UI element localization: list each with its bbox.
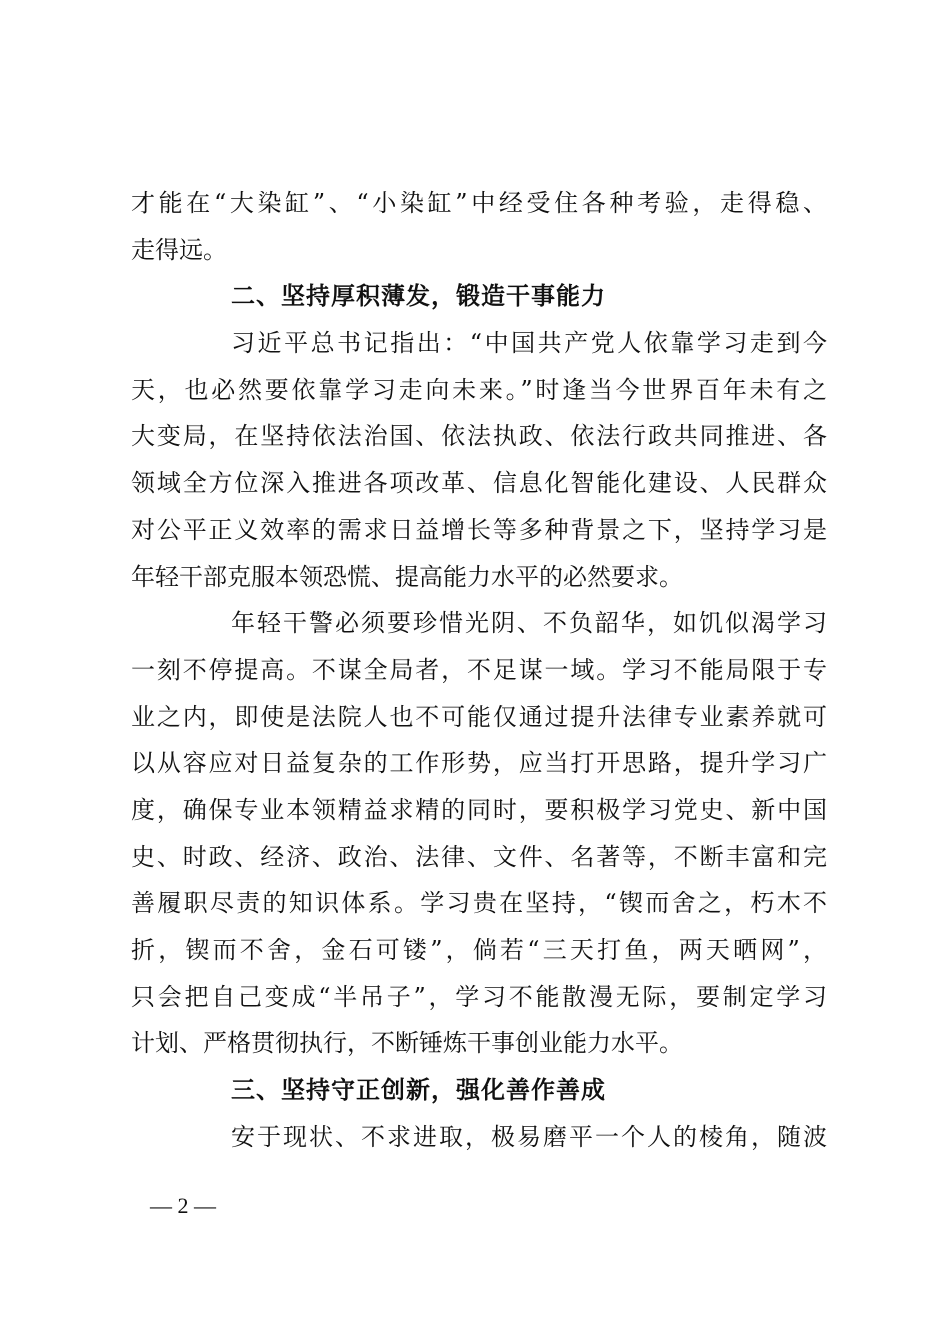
paragraph-line: 以从容应对日益复杂的工作形势，应当打开思路，提升学习广: [131, 749, 827, 778]
paragraph-line: 史、时政、经济、政治、法律、文件、名著等，不断丰富和完: [131, 842, 827, 871]
paragraph-line: 年轻干部克服本领恐慌、提高能力水平的必然要求。: [131, 562, 683, 591]
body-text: [131, 180, 827, 1160]
paragraph-line: 对公平正义效率的需求日益增长等多种背景之下，坚持学习是: [131, 515, 827, 544]
paragraph-line: 年轻干警必须要珍惜光阴、不负韶华，如饥似渴学习: [231, 609, 827, 638]
paragraph-line: 折，锲而不舍，金石可镂”，倘若“三天打鱼，两天晒网”，: [131, 936, 827, 964]
paragraph-line: 大变局，在坚持依法治国、依法执政、依法行政共同推进、各: [131, 422, 827, 451]
paragraph-line: 一刻不停提高。不谋全局者，不足谋一域。学习不能局限于专: [131, 655, 827, 684]
section-heading-2: 二、坚持厚积薄发，锻造干事能力: [231, 282, 606, 311]
paragraph-line: 安于现状、不求进取，极易磨平一个人的棱角，随波: [231, 1122, 827, 1151]
section-heading-3: 三、坚持守正创新，强化善作善成: [231, 1076, 606, 1105]
paragraph-line: 领域全方位深入推进各项改革、信息化智能化建设、人民群众: [131, 469, 827, 498]
paragraph-line: 业之内，即使是法院人也不可能仅通过提升法律专业素养就可: [131, 702, 827, 731]
paragraph-line: 计划、严格贯彻执行，不断锤炼干事创业能力水平。: [131, 1029, 683, 1058]
paragraph-line: 善履职尽责的知识体系。学习贵在坚持，“锲而舍之，朽木不: [131, 889, 827, 918]
paragraph-line: 天，也必然要依靠学习走向未来。”时逢当今世界百年未有之: [131, 375, 827, 404]
paragraph-line: 才能在“大染缸”、“小染缸”中经受住各种考验，走得稳、: [131, 189, 827, 217]
page-number: — 2 —: [150, 1193, 216, 1218]
paragraph-line: 只会把自己变成“半吊子”，学习不能散漫无际，要制定学习: [131, 982, 827, 1011]
paragraph-line: 走得远。: [131, 235, 227, 264]
paragraph-line: 习近平总书记指出：“中国共产党人依靠学习走到今: [231, 329, 827, 358]
paragraph-line: 度，确保专业本领精益求精的同时，要积极学习党史、新中国: [131, 795, 827, 824]
